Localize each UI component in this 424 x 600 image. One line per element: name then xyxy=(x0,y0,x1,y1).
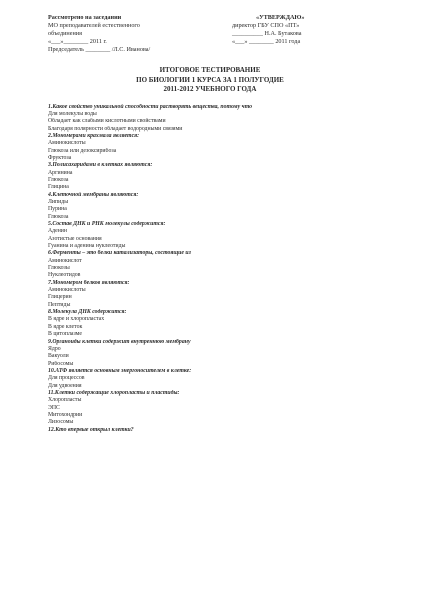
question-text: 11.Клетки содержащие хлоропласты и пластиды: xyxy=(48,389,180,396)
answer-option: Для процессов xyxy=(48,375,85,382)
approved-date: «___» ________ 2011 года xyxy=(232,38,301,45)
approved-signature: __________ Н.А. Бутакова xyxy=(232,30,302,37)
answer-option: Глюкоза или дезоксирибоза xyxy=(48,147,117,154)
approval-block-left xyxy=(48,14,218,54)
answer-option: Фруктоза xyxy=(48,154,72,161)
answer-option: Вакуоли xyxy=(48,353,69,360)
answer-option: Нуклеотидов xyxy=(48,272,81,279)
reviewed-chairman: Председатель ________ /Л.С. Иванова/ xyxy=(48,46,151,53)
answer-option: Хлоропласты xyxy=(48,397,82,404)
approval-block-right xyxy=(232,14,372,54)
answer-option: Гуанина и аденина нуклеотиды xyxy=(48,243,126,250)
answer-option: В цитоплазме xyxy=(48,331,82,338)
answer-option: ЭПС xyxy=(48,404,60,411)
question-text: 8.Молекула ДНК содержится: xyxy=(48,309,127,316)
question-text: 2.Мономерами крахмала является: xyxy=(48,132,140,139)
answer-option: Глюкозы xyxy=(48,265,70,272)
answer-option: Аминокислоты xyxy=(48,287,86,294)
document-title xyxy=(48,66,372,95)
answer-option: Аденин xyxy=(48,228,68,235)
answer-option: Аминокислот xyxy=(48,257,82,264)
reviewed-title: Рассмотрено на заседании xyxy=(48,14,122,21)
answer-option: Глюкоза xyxy=(48,176,69,183)
answer-option: Глицина xyxy=(48,184,69,191)
title-line-2: ПО БИОЛОГИИ 1 КУРСА ЗА 1 ПОЛУГОДИЕ xyxy=(136,75,284,84)
question-text: 7.Мономером белков являются: xyxy=(48,279,130,286)
answer-option: Благодаря полярности обладает водородными связями xyxy=(48,125,183,132)
reviewed-committee: МО преподавателей естественного xyxy=(48,22,140,29)
question-list xyxy=(48,104,372,434)
answer-option: Пурина xyxy=(48,206,67,213)
answer-option: В ядре клеток xyxy=(48,323,83,330)
answer-option: Митохондрии xyxy=(48,411,83,418)
question-text: 3.Полисахаридами в клетках являются: xyxy=(48,162,153,169)
reviewed-committee-cont: объединения xyxy=(48,30,82,37)
approved-director: директор ГБУ СПО «ПТ» xyxy=(232,22,300,29)
question-text: 12.Кто впервые открыл клетки? xyxy=(48,426,134,433)
question-text: 1.Какое свойство уникальной способности растворять вещества, потому что xyxy=(48,103,253,110)
answer-option: Глицерин xyxy=(48,294,72,301)
answer-option: Для молекулы воды xyxy=(48,110,97,117)
answer-option: Азотистые основания xyxy=(48,235,102,242)
answer-option: Обладает как слабыми кислотными свойствами xyxy=(48,118,166,125)
answer-option: Пептиды xyxy=(48,301,71,308)
document-header xyxy=(48,14,372,54)
answer-option: Лизосомы xyxy=(48,419,74,426)
question-text: 6.Ферменты – это белки катализаторы, состоящие из xyxy=(48,250,191,257)
answer-option: Глюкоза xyxy=(48,213,69,220)
answer-option: Для удвоения xyxy=(48,382,82,389)
question-text: 10.АТФ является основным энергоносителем в клетке: xyxy=(48,367,192,374)
answer-option: Ядро xyxy=(48,345,61,352)
title-line-3: 2011-2012 УЧЕБНОГО ГОДА xyxy=(163,85,257,93)
answer-option: Аргинина xyxy=(48,169,73,176)
approved-title: «УТВЕРЖДАЮ» xyxy=(256,14,305,21)
question-text: 9.Органоиды клетки содержит внутреннюю мембрану xyxy=(48,338,191,345)
answer-option: Рибосомы xyxy=(48,360,74,367)
question-text: 5.Состав ДНК и РНК молекулы содержится: xyxy=(48,221,166,227)
answer-option: Аминокислоты xyxy=(48,140,86,147)
title-line-1: ИТОГОВОЕ ТЕСТИРОВАНИЕ xyxy=(159,66,261,74)
answer-option: Липиды xyxy=(48,198,69,205)
answer-option: В ядре и хлоропластах xyxy=(48,316,105,323)
question-text: 4.Клеточной мембраны являются: xyxy=(48,191,139,198)
reviewed-date: «___»________ 2011 г. xyxy=(48,38,107,45)
